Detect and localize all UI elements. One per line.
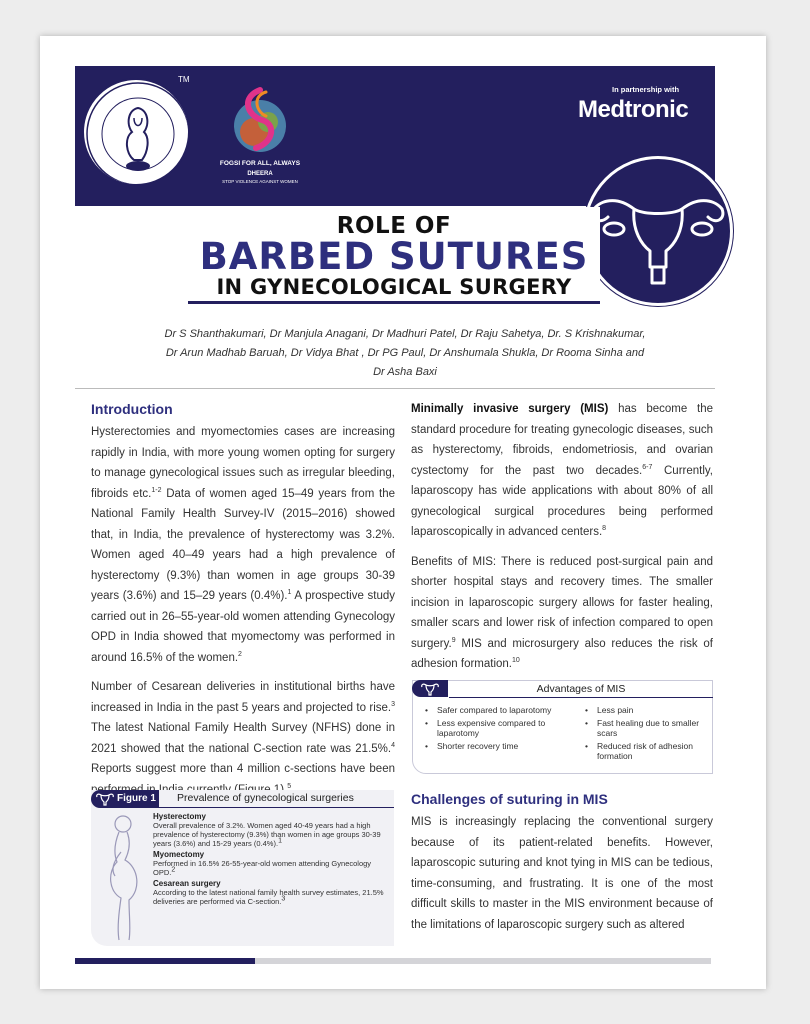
fogsi-logo [82,78,190,186]
medtronic-logo: Medtronic [578,96,689,123]
advantages-box [412,680,713,774]
author-line-1: Dr S Shanthakumari, Dr Manjula Anagani, Dr Madhuri Patel, Dr Raju Sahetya, Dr. S Krishnakumar, [164,328,646,340]
challenges-paragraph: MIS is increasingly replacing the conventional surgery because of its patient-related benefits. However, laparoscopic suturing and knot tying in MIS can be tedious, time-consuming, and frustrating. It is one of the most difficult skills to master in the MIS environment because of the limitations of laparoscopic surgery such as altered [411,816,713,931]
hysterectomy-title: Hysterectomy [153,812,206,821]
dheera-logo [214,86,306,160]
figure-1-header [91,790,394,808]
title-line-1: ROLE OF [336,213,452,239]
myomectomy-title: Myomectomy [153,850,205,859]
myomectomy-text: Performed in 16.5% 26-55-year-old women attending Gynecology OPD.$^2$ [153,859,372,877]
uterus-badge [583,156,733,306]
list-item: • Safer compared to laparotomy [423,705,573,715]
author-line-3: Dr Asha Baxi [373,366,437,378]
figure-1-body [153,810,391,906]
dheera-subtitle: STOP VIOLENCE AGAINST WOMEN [222,179,298,184]
figure-1-rule [159,807,394,808]
author-list [90,325,720,382]
section-divider [75,388,715,389]
advantages-title: Advantages of MIS [449,681,713,698]
figure-1-box [91,790,394,946]
fogsi-center-text: FOGSI [124,172,146,179]
author-line-2: Dr Arun Madhab Baruah, Dr Vidya Bhat , Dr PG Paul, Dr Anshumala Shukla, Dr Rooma Sinha and [165,347,645,359]
title-line-2: BARBED SUTURES [199,235,589,278]
challenges-heading: Challenges of suturing in MIS [411,791,608,807]
intro-paragraph-1: Hysterectomies and myomectomies cases are increasing rapidly in India, with more young women opting for surgery to manage gynecological issues such as irregular bleeding, fibroids etc.$^{1-2}$ Data of women aged 15–49 years from the National Family Health Survey-IV (2015–2016) showed that, in India, the prevalence of hysterectomy was 3.2%. Women aged 40–49 years had a high prevalence of hysterectomy (9.3%) than women in age groups 30-39 years (3.6%) and 15–29 years (0.4%).$^1$ A prospective study carried out in 26–55-year-old women attending Gynecology OPD in India showed that myomectomy was performed in around 16.5% of the women.$^2$ [91,426,396,664]
advantages-list-2 [583,705,708,764]
list-item: • Shorter recovery time [423,741,573,751]
hysterectomy-text: Overall prevalence of 3.2%. Women aged 40-49 years had a high prevalence of hysterectomy (9.3%) than women in age groups 30-39 years (3.6%) and 15-29 years (0.4%).$^1$ [153,821,381,848]
cesarean-text: According to the latest national family health survey estimates, 21.5% deliveries are performed via C-section.$^3$ [153,888,384,906]
advantages-tab [412,680,448,697]
dheera-label: DHEERA [247,171,273,177]
list-item: • Less pain [583,705,708,715]
dheera-emblem-icon [230,86,290,160]
pregnant-woman-icon [95,812,153,942]
right-column [411,399,713,684]
cesarean-title: Cesarean surgery [153,879,221,888]
left-column [91,398,395,809]
trademark-mark: TM [178,75,190,84]
list-item: • Reduced risk of adhesion formation [583,741,708,761]
partnership-label: In partnership with [612,85,680,94]
footer-bar [75,958,711,964]
challenges-section [411,788,713,944]
fogsi-tagline: FOGSI FOR ALL, ALWAYS [219,160,301,167]
figure-1-title: Prevalence of gynecological surgeries [177,792,354,804]
title-underline [188,301,600,304]
fogsi-emblem-icon [84,80,190,186]
advantages-list-1 [423,705,573,754]
list-item: • Less expensive compared to laparotomy [423,718,573,738]
title-block [188,207,600,301]
uterus-small-icon [421,682,439,696]
title-line-3: IN GYNECOLOGICAL SURGERY [216,275,572,299]
mis-benefits-paragraph: Benefits of MIS: There is reduced post-surgical pain and shorter hospital stays and recovery times. The smaller incision in laparoscopic surgery allows for faster healing, smaller scars and lower risk of infection compared to open surgery.$^9$ MIS and microsurgery also reduces the risk of adhesion formation.$^{10}$ [411,555,713,670]
figure-1-label: Figure 1 [117,793,156,804]
mis-paragraph: Minimally invasive surgery (MIS) has become the standard procedure for treating gynecologic diseases, such as hysterectomy, fibroids, endometriosis, and ovarian cystectomy for the past two decades.$^{6-7}$ Currently, laparoscopy has wide applications with about 80% of all gynecological surgical procedures being performed laparoscopically in advanced centers.$^8$ [411,403,714,538]
figure-1-tab [91,790,159,808]
list-item: • Fast healing due to smaller scars [583,718,708,738]
uterus-icon [586,159,730,303]
intro-paragraph-2: Number of Cesarean deliveries in institutional births have increased in India in the past 5 years and projected to rise.$^3$ The latest National Family Health Survey (NFHS) done in 2021 showed that the national C-section rate was 21.5%.$^4$ Reports suggest more than 4 million c-sections have been $^5$ [91,681,395,790]
uterus-small-icon [96,792,114,806]
introduction-heading: Introduction [91,401,173,417]
footer-accent [75,958,255,964]
